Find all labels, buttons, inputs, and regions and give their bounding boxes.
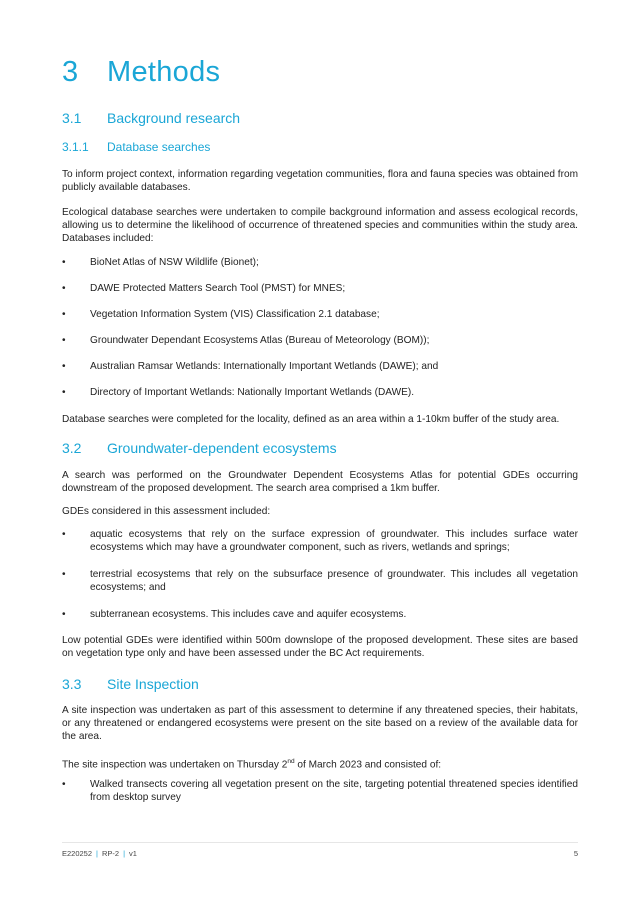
list-item-database [62, 308, 578, 321]
list-item-text: DAWE Protected Matters Search Tool (PMST) for MNES; [90, 283, 346, 294]
list-item-text: subterranean ecosystems. This includes cave and aquifer ecosystems. [90, 609, 407, 620]
subsection-heading-3-1-1 [62, 140, 210, 154]
list-item-gde [62, 568, 578, 594]
page-footer [62, 849, 578, 858]
bullet-marker: • [62, 609, 66, 620]
list-item-gde [62, 528, 578, 554]
bullet-marker: • [62, 361, 66, 372]
chapter-number: 3 [62, 56, 79, 88]
bullet-marker: • [62, 257, 66, 268]
list-item-text: Groundwater Dependant Ecosystems Atlas (Bureau of Meteorology (BOM)); [90, 335, 430, 346]
bullet-marker: • [62, 335, 66, 346]
section-title: Site Inspection [107, 676, 199, 692]
paragraph-project-context: To inform project context, information regarding vegetation communities, flora and fauna species was obtained from publicly available databases. [62, 169, 578, 194]
section-title: Background research [107, 110, 241, 126]
paragraph-database-searches: Ecological database searches were undertaken to compile background information and assess ecological records, allowing us to determine the likelihood of occurrence of threatened species and communities within the study area. Databases included: [62, 207, 578, 245]
footer-report-number: RP-2 [101, 849, 120, 858]
chapter-heading [62, 56, 220, 89]
list-item-text: Walked transects covering all vegetation present on the site, targeting potential threatened species identified from desktop survey [90, 779, 578, 804]
subsection-title: Database searches [107, 140, 211, 154]
section-number: 3.1 [62, 110, 82, 126]
footer-divider [62, 842, 578, 843]
subsection-number: 3.1.1 [62, 140, 89, 154]
list-item-database [62, 360, 578, 373]
list-item-text: Vegetation Information System (VIS) Classification 2.1 database; [90, 309, 380, 320]
bullet-marker: • [62, 529, 66, 540]
footer-version: v1 [129, 849, 137, 858]
paragraph-gde-considered: GDEs considered in this assessment included: [62, 506, 271, 517]
bullet-marker: • [62, 283, 66, 294]
footer-page-number: 5 [573, 849, 578, 858]
chapter-title: Methods [107, 56, 221, 88]
footer-doc-number: E220252 [62, 849, 93, 858]
list-item-database [62, 386, 578, 399]
list-item-database [62, 256, 578, 269]
paragraph-site-inspection: A site inspection was undertaken as part of this assessment to determine if any threatened species, their habitats, or any threatened or endangered ecosystems were present on the site based on a review of the available data for the area. [62, 705, 578, 743]
bullet-marker: • [62, 309, 66, 320]
date-ordinal: nd [287, 758, 295, 765]
bullet-marker: • [62, 779, 66, 790]
paragraph-gde-search: A search was performed on the Groundwater Dependent Ecosystems Atlas for potential GDEs occurring downstream of the proposed development. The search area comprised a 1km buffer. [62, 470, 578, 495]
list-item-text: terrestrial ecosystems that rely on the subsurface presence of groundwater. This includes all vegetation ecosystems; and [90, 569, 578, 594]
section-heading-3-3 [62, 676, 199, 692]
list-item-database [62, 334, 578, 347]
list-item-text: Directory of Important Wetlands: Nationally Important Wetlands (DAWE). [90, 387, 415, 398]
inspection-date-text: The site inspection was undertaken on Thursday 2 [62, 759, 288, 771]
list-item-text: aquatic ecosystems that rely on the surface expression of groundwater. This includes surface water ecosystems which may have a groundwater component, such as rivers, wetlands and springs; [90, 529, 578, 554]
section-heading-3-2 [62, 440, 337, 456]
footer-separator: | [123, 849, 126, 858]
list-item-gde [62, 608, 578, 621]
inspection-date-text-tail: of March 2023 and consisted of: [294, 759, 442, 771]
footer-separator: | [96, 849, 98, 858]
list-item-database [62, 282, 578, 295]
paragraph-low-potential-gdes: Low potential GDEs were identified within 500m downslope of the proposed development. These sites are based on vegetation type only and have been assessed under the BC Act requirements. [62, 635, 578, 660]
list-item-text: Australian Ramsar Wetlands: Internationally Important Wetlands (DAWE); and [90, 361, 439, 372]
list-item-text: BioNet Atlas of NSW Wildlife (Bionet); [90, 257, 259, 268]
list-item-inspection [62, 778, 578, 804]
section-number: 3.3 [62, 676, 82, 692]
bullet-marker: • [62, 387, 66, 398]
section-number: 3.2 [62, 440, 82, 456]
section-heading-3-1 [62, 110, 240, 126]
bullet-marker: • [62, 569, 66, 580]
paragraph-inspection-date [62, 755, 578, 772]
paragraph-locality: Database searches were completed for the locality, defined as an area within a 1-10km buffer of the study area. [62, 414, 560, 425]
section-title: Groundwater-dependent ecosystems [107, 440, 337, 456]
